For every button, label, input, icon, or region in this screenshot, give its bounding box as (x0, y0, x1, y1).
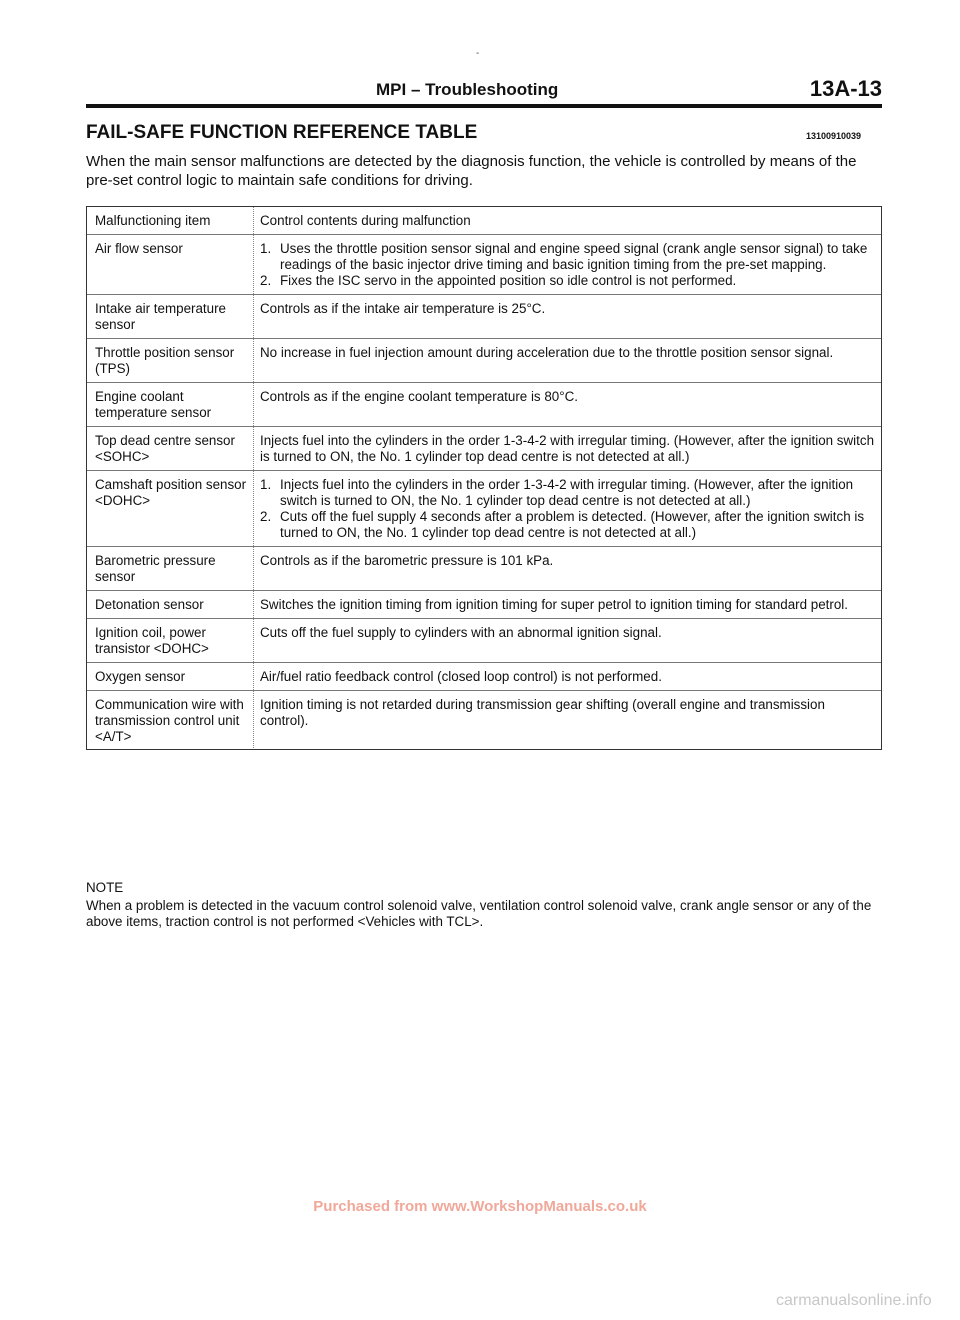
control-contents (254, 471, 883, 547)
malfunction-item: Engine coolant temperature sensor (86, 383, 254, 427)
control-contents: Controls as if the engine coolant temperature is 80°C. (254, 383, 883, 427)
page-title: FAIL-SAFE FUNCTION REFERENCE TABLE (86, 122, 478, 143)
control-contents: Controls as if the intake air temperature is 25°C. (254, 295, 883, 339)
control-step (260, 509, 876, 541)
intro-paragraph: When the main sensor malfunctions are detected by the diagnosis function, the vehicle is controlled by means of the pre-set control logic to maintain safe conditions for driving. (86, 153, 857, 189)
malfunction-item: Top dead centre sensor <SOHC> (86, 427, 254, 471)
step-number: 2. (260, 509, 272, 524)
control-step (260, 477, 876, 509)
table-row (86, 691, 882, 751)
table-row (86, 383, 882, 427)
section-title: MPI – Troubleshooting (376, 80, 559, 99)
header-mark: - (476, 48, 480, 59)
step-text: Uses the throttle position sensor signal and engine speed signal (crank angle sensor signal) to take readings of the basic injector drive timing and basic ignition timing from the pre-set mapping. (280, 241, 868, 272)
step-number: 2. (260, 273, 272, 288)
malfunction-item: Detonation sensor (86, 591, 254, 619)
note-heading: NOTE (86, 880, 124, 895)
malfunction-item: Ignition coil, power transistor <DOHC> (86, 619, 254, 663)
malfunction-item: Air flow sensor (86, 235, 254, 295)
table-body (86, 207, 882, 751)
malfunction-item: Camshaft position sensor <DOHC> (86, 471, 254, 547)
column-header-control: Control contents during malfunction (254, 207, 883, 235)
control-step (260, 273, 876, 289)
table-row (86, 591, 882, 619)
table-row (86, 547, 882, 591)
step-number: 1. (260, 477, 272, 492)
column-header-item: Malfunctioning item (86, 207, 254, 235)
control-contents: Switches the ignition timing from ignition timing for super petrol to ignition timing for standard petrol. (254, 591, 883, 619)
site-logo-text: carmanualsonline.info (776, 1292, 932, 1309)
page-header (86, 74, 882, 108)
control-contents: Ignition timing is not retarded during transmission gear shifting (overall engine and transmission control). (254, 691, 883, 751)
fail-safe-table (86, 206, 882, 750)
malfunction-item: Intake air temperature sensor (86, 295, 254, 339)
malfunction-item: Oxygen sensor (86, 663, 254, 691)
table-row (86, 295, 882, 339)
table-row (86, 339, 882, 383)
table-header-row (86, 207, 882, 235)
malfunction-item: Throttle position sensor (TPS) (86, 339, 254, 383)
step-number: 1. (260, 241, 272, 256)
table-row (86, 663, 882, 691)
reference-code: 13100910039 (806, 131, 862, 141)
malfunction-item: Barometric pressure sensor (86, 547, 254, 591)
step-text: Injects fuel into the cylinders in the order 1-3-4-2 with irregular timing. (However, after the ignition switch is turned to ON, the No. 1 cylinder top dead centre is not detected at all.) (280, 477, 854, 508)
control-contents: Controls as if the barometric pressure is 101 kPa. (254, 547, 883, 591)
control-steps (260, 477, 876, 541)
control-contents: Injects fuel into the cylinders in the order 1-3-4-2 with irregular timing. (However, after the ignition switch is turned to ON, the No. 1 cylinder top dead centre is not detected at all.) (254, 427, 883, 471)
step-text: Cuts off the fuel supply 4 seconds after a problem is detected. (However, after the ignition switch is turned to ON, the No. 1 cylinder top dead centre is not detected at all.) (280, 509, 865, 540)
table-row (86, 471, 882, 547)
control-step (260, 241, 876, 273)
control-contents (254, 235, 883, 295)
table-row (86, 427, 882, 471)
control-contents: Cuts off the fuel supply to cylinders with an abnormal ignition signal. (254, 619, 883, 663)
table-row (86, 619, 882, 663)
control-steps (260, 241, 876, 289)
note-text: When a problem is detected in the vacuum control solenoid valve, ventilation control solenoid valve, crank angle sensor or any of the above items, traction control is not performed <Vehicles with TCL>. (86, 898, 872, 929)
page-number: 13A-13 (809, 76, 882, 101)
control-contents: Air/fuel ratio feedback control (closed loop control) is not performed. (254, 663, 883, 691)
table-row (86, 235, 882, 295)
step-text: Fixes the ISC servo in the appointed position so idle control is not performed. (280, 273, 737, 288)
control-contents: No increase in fuel injection amount during acceleration due to the throttle position sensor signal. (254, 339, 883, 383)
malfunction-item: Communication wire with transmission control unit <A/T> (86, 691, 254, 751)
purchase-watermark: Purchased from www.WorkshopManuals.co.uk (313, 1198, 647, 1215)
